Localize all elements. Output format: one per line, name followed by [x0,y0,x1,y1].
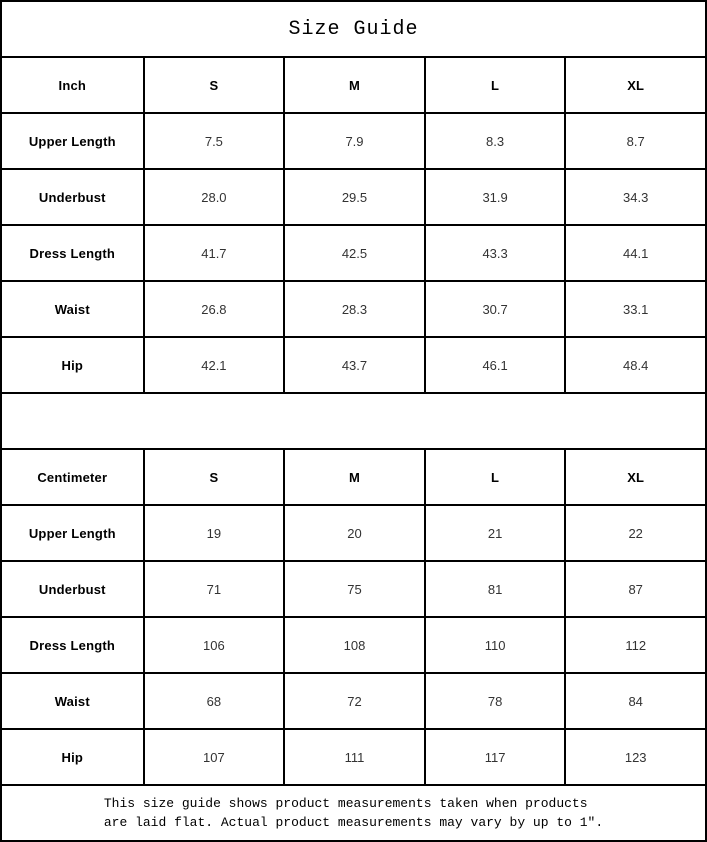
row-label-cell: Dress Length [29,245,116,261]
row-label-cell: Upper Length [28,133,116,149]
title-row [2,2,705,56]
value-cell: 19 [143,506,284,560]
value-cell: 81 [424,562,565,616]
centimeter-table [2,448,705,784]
table-row [2,280,705,336]
value-cell: 8.7 [564,114,705,168]
value-cell: 43.3 [424,226,565,280]
value-cell: 110 [424,618,565,672]
value-cell: 7.5 [143,114,284,168]
footer-note-line-1: This size guide shows product measurements taken when products [103,796,588,811]
value-cell: 7.9 [283,114,424,168]
row-label-cell: Hip [61,357,84,373]
footer-note-line-2: are laid flat. Actual product measurements may vary by up to 1″. [103,815,604,830]
table-row [2,336,705,392]
value-cell: 46.1 [424,338,565,392]
value-cell: 28.3 [283,282,424,336]
table-row [2,560,705,616]
size-header-xl: XL [564,450,705,504]
footer-note [104,794,603,832]
inch-header-row [2,56,705,112]
value-cell: 30.7 [424,282,565,336]
size-header-m: M [283,58,424,112]
size-header-s: S [143,450,284,504]
value-cell: 43.7 [283,338,424,392]
size-header-xl: XL [564,58,705,112]
value-cell: 42.1 [143,338,284,392]
size-header-m: M [283,450,424,504]
value-cell: 111 [283,730,424,784]
value-cell: 34.3 [564,170,705,224]
value-cell: 33.1 [564,282,705,336]
value-cell: 108 [283,618,424,672]
value-cell: 75 [283,562,424,616]
unit-header-cell: Centimeter [37,469,108,485]
value-cell: 42.5 [283,226,424,280]
table-row [2,224,705,280]
value-cell: 29.5 [283,170,424,224]
value-cell: 31.9 [424,170,565,224]
value-cell: 26.8 [143,282,284,336]
table-row [2,672,705,728]
footer-row [2,784,705,840]
value-cell: 117 [424,730,565,784]
value-cell: 72 [283,674,424,728]
row-label-cell: Underbust [38,581,106,597]
table-spacer [2,392,705,448]
table-row [2,168,705,224]
size-header-l: L [424,58,565,112]
row-label-cell: Waist [54,301,90,317]
value-cell: 48.4 [564,338,705,392]
value-cell: 112 [564,618,705,672]
size-header-s: S [143,58,284,112]
value-cell: 68 [143,674,284,728]
value-cell: 107 [143,730,284,784]
row-label-cell: Upper Length [28,525,116,541]
value-cell: 22 [564,506,705,560]
value-cell: 84 [564,674,705,728]
value-cell: 20 [283,506,424,560]
inch-table [2,56,705,392]
page-title: Size Guide [288,17,419,41]
value-cell: 8.3 [424,114,565,168]
value-cell: 44.1 [564,226,705,280]
value-cell: 28.0 [143,170,284,224]
table-row [2,728,705,784]
unit-header-cell: Inch [58,77,87,93]
row-label-cell: Dress Length [29,637,116,653]
centimeter-header-row [2,448,705,504]
row-label-cell: Underbust [38,189,106,205]
table-row [2,112,705,168]
value-cell: 78 [424,674,565,728]
value-cell: 106 [143,618,284,672]
size-header-l: L [424,450,565,504]
value-cell: 71 [143,562,284,616]
row-label-cell: Hip [61,749,84,765]
value-cell: 41.7 [143,226,284,280]
value-cell: 87 [564,562,705,616]
value-cell: 123 [564,730,705,784]
row-label-cell: Waist [54,693,90,709]
value-cell: 21 [424,506,565,560]
table-row [2,504,705,560]
table-row [2,616,705,672]
